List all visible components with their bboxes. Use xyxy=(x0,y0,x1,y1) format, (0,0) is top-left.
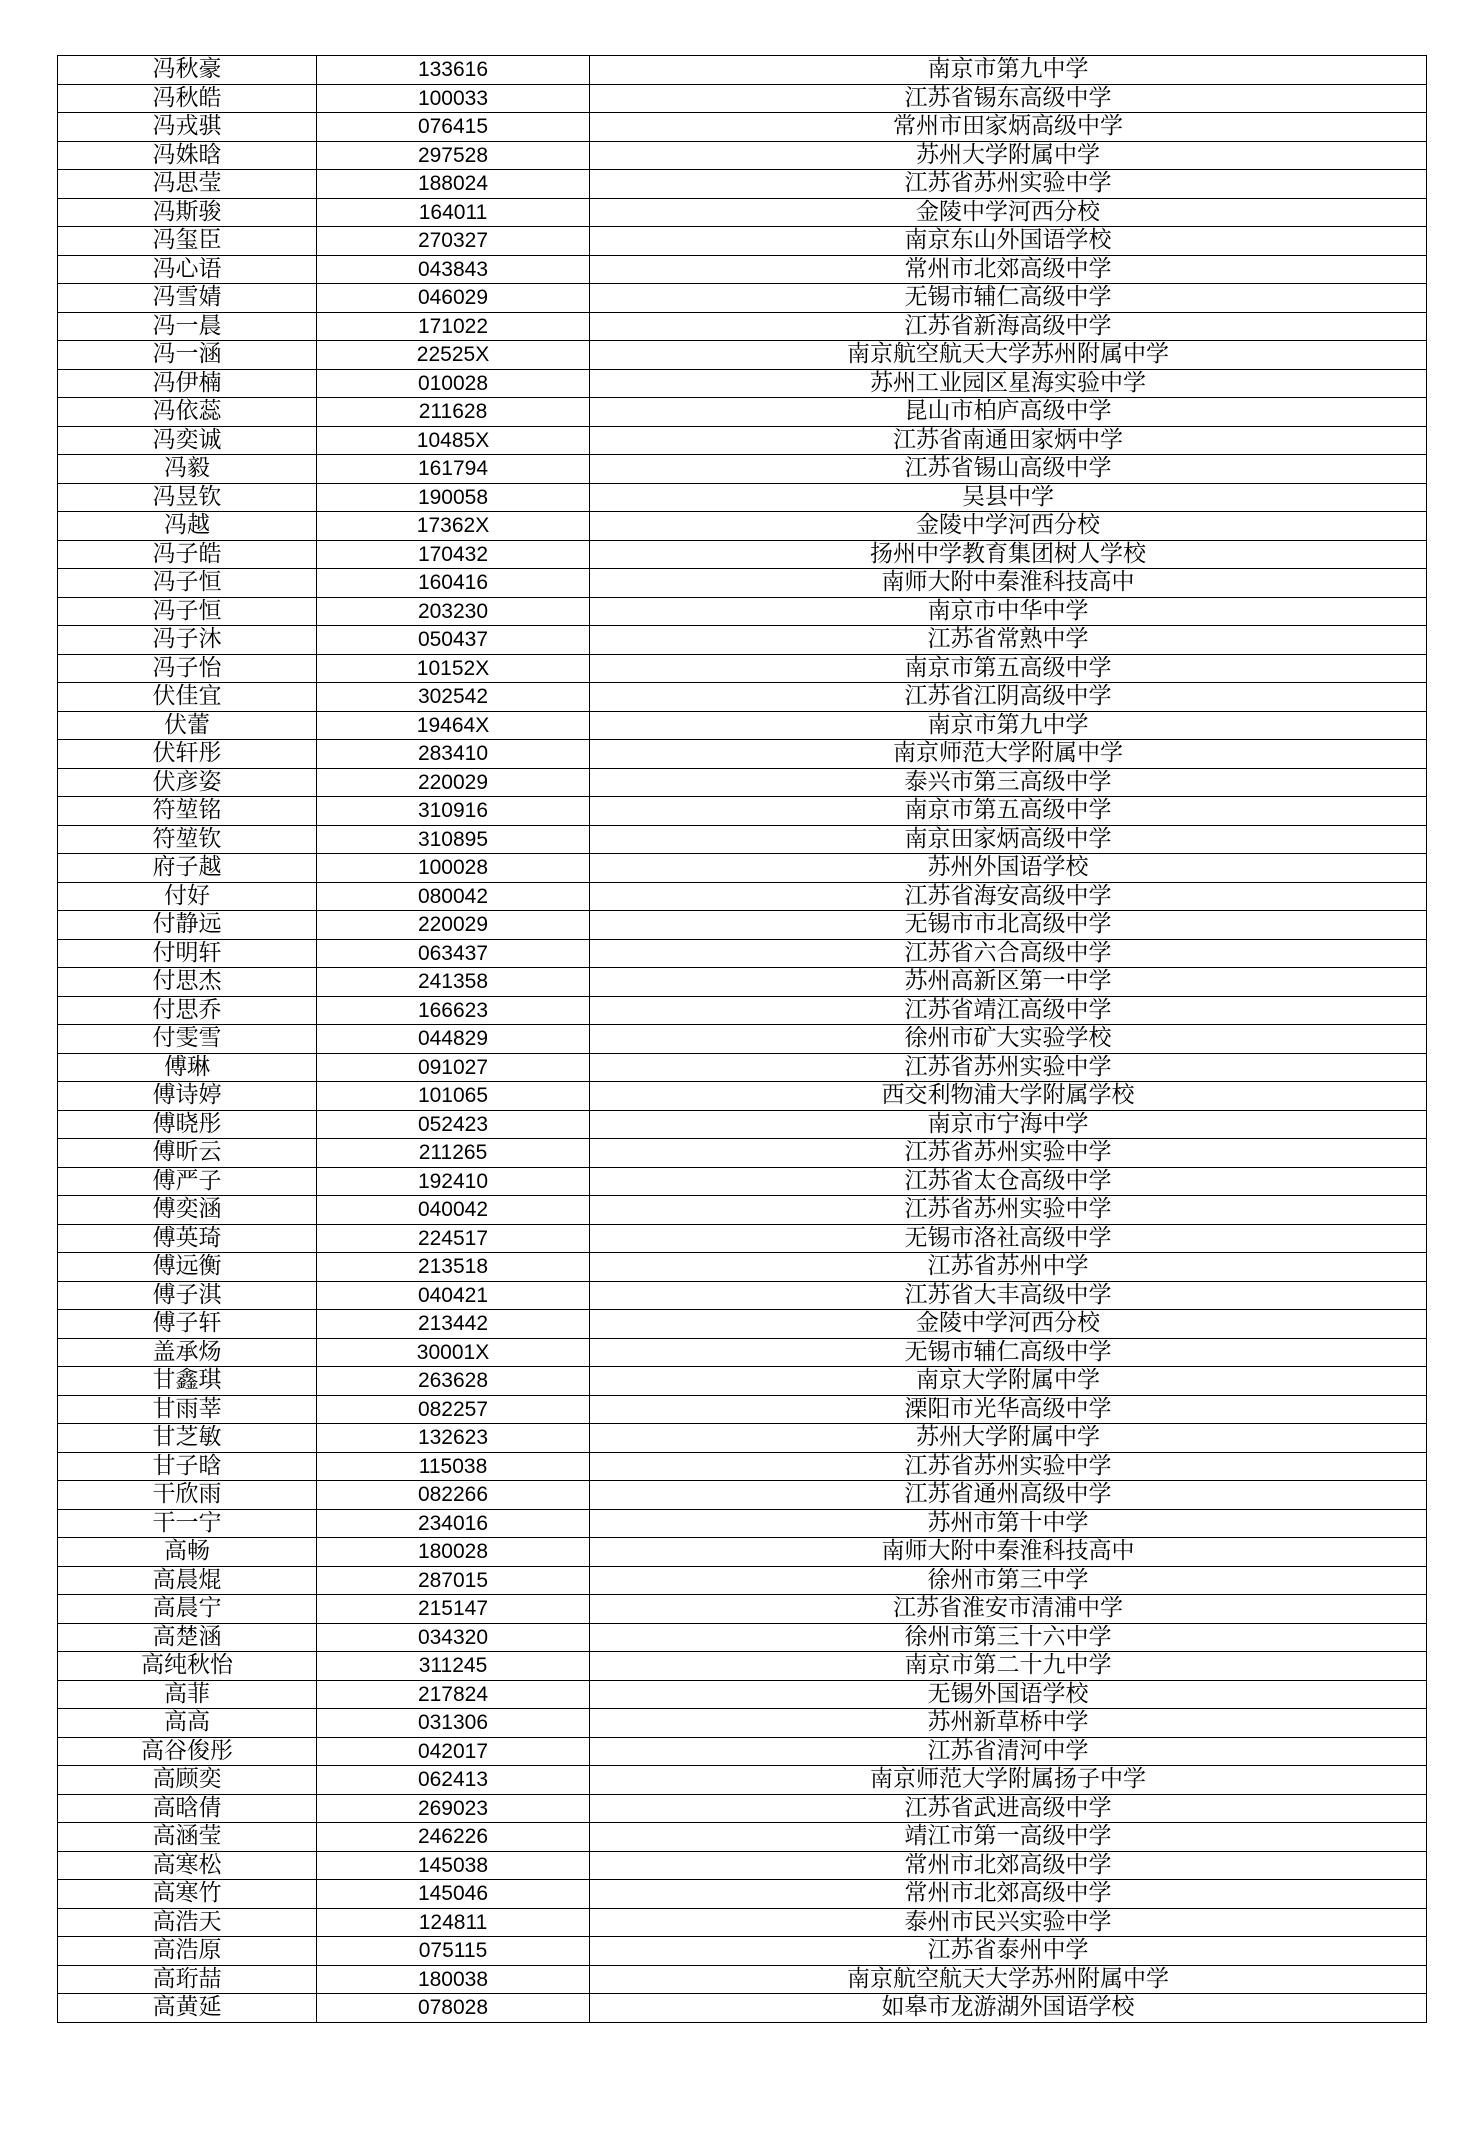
student-id-cell: 034320 xyxy=(317,1623,590,1652)
student-name-cell: 冯斯骏 xyxy=(58,198,317,227)
student-name-cell: 甘子晗 xyxy=(58,1452,317,1481)
student-name-cell: 冯子怡 xyxy=(58,654,317,683)
table-row xyxy=(58,825,1427,854)
table-row xyxy=(58,1737,1427,1766)
student-id-cell: 164011 xyxy=(317,198,590,227)
school-name-cell: 南京师范大学附属中学 xyxy=(590,740,1427,769)
student-name-cell: 盖承炀 xyxy=(58,1338,317,1367)
student-name-cell: 傅晓彤 xyxy=(58,1110,317,1139)
student-id-cell: 10485X xyxy=(317,426,590,455)
school-name-cell: 金陵中学河西分校 xyxy=(590,198,1427,227)
table-row xyxy=(58,84,1427,113)
student-id-cell: 124811 xyxy=(317,1908,590,1937)
student-name-cell: 符堃钦 xyxy=(58,825,317,854)
school-name-cell: 南京市宁海中学 xyxy=(590,1110,1427,1139)
student-name-cell: 傅昕云 xyxy=(58,1139,317,1168)
table-row xyxy=(58,1509,1427,1538)
student-name-cell: 冯毅 xyxy=(58,455,317,484)
student-id-cell: 044829 xyxy=(317,1025,590,1054)
school-name-cell: 无锡外国语学校 xyxy=(590,1680,1427,1709)
table-row xyxy=(58,597,1427,626)
student-name-cell: 傅远衡 xyxy=(58,1253,317,1282)
school-name-cell: 南京东山外国语学校 xyxy=(590,227,1427,256)
table-row xyxy=(58,1794,1427,1823)
student-name-cell: 冯姝晗 xyxy=(58,141,317,170)
student-name-cell: 冯一涵 xyxy=(58,341,317,370)
school-name-cell: 江苏省武进高级中学 xyxy=(590,1794,1427,1823)
student-name-cell: 高浩天 xyxy=(58,1908,317,1937)
table-row xyxy=(58,882,1427,911)
student-name-cell: 冯一晨 xyxy=(58,312,317,341)
school-name-cell: 南京市第九中学 xyxy=(590,711,1427,740)
school-name-cell: 西交利物浦大学附属学校 xyxy=(590,1082,1427,1111)
school-name-cell: 扬州中学教育集团树人学校 xyxy=(590,540,1427,569)
table-row xyxy=(58,654,1427,683)
student-id-cell: 133616 xyxy=(317,56,590,85)
table-row xyxy=(58,1851,1427,1880)
student-name-cell: 傅子淇 xyxy=(58,1281,317,1310)
table-row xyxy=(58,569,1427,598)
student-name-cell: 高菲 xyxy=(58,1680,317,1709)
roster-table xyxy=(57,55,1427,2023)
table-row xyxy=(58,854,1427,883)
student-name-cell: 付明轩 xyxy=(58,939,317,968)
student-name-cell: 高纯秋怡 xyxy=(58,1652,317,1681)
school-name-cell: 南师大附中秦淮科技高中 xyxy=(590,1538,1427,1567)
school-name-cell: 泰州市民兴实验中学 xyxy=(590,1908,1427,1937)
student-id-cell: 063437 xyxy=(317,939,590,968)
student-name-cell: 高晗倩 xyxy=(58,1794,317,1823)
table-row xyxy=(58,1253,1427,1282)
table-row xyxy=(58,1082,1427,1111)
school-name-cell: 苏州工业园区星海实验中学 xyxy=(590,369,1427,398)
student-name-cell: 冯伊楠 xyxy=(58,369,317,398)
student-name-cell: 甘鑫琪 xyxy=(58,1367,317,1396)
table-row xyxy=(58,56,1427,85)
table-row xyxy=(58,426,1427,455)
student-id-cell: 101065 xyxy=(317,1082,590,1111)
table-row xyxy=(58,1766,1427,1795)
roster-table-body xyxy=(58,56,1427,2023)
school-name-cell: 江苏省清河中学 xyxy=(590,1737,1427,1766)
table-row xyxy=(58,141,1427,170)
school-name-cell: 无锡市辅仁高级中学 xyxy=(590,284,1427,313)
table-row xyxy=(58,398,1427,427)
student-id-cell: 075115 xyxy=(317,1937,590,1966)
school-name-cell: 常州市北郊高级中学 xyxy=(590,255,1427,284)
school-name-cell: 苏州市第十中学 xyxy=(590,1509,1427,1538)
table-row xyxy=(58,1338,1427,1367)
student-id-cell: 166623 xyxy=(317,996,590,1025)
student-id-cell: 161794 xyxy=(317,455,590,484)
table-row xyxy=(58,1395,1427,1424)
student-name-cell: 干一宁 xyxy=(58,1509,317,1538)
student-id-cell: 145038 xyxy=(317,1851,590,1880)
school-name-cell: 江苏省靖江高级中学 xyxy=(590,996,1427,1025)
table-row xyxy=(58,1680,1427,1709)
student-name-cell: 伏轩彤 xyxy=(58,740,317,769)
table-row xyxy=(58,170,1427,199)
school-name-cell: 江苏省锡东高级中学 xyxy=(590,84,1427,113)
school-name-cell: 溧阳市光华高级中学 xyxy=(590,1395,1427,1424)
student-id-cell: 269023 xyxy=(317,1794,590,1823)
table-row xyxy=(58,1908,1427,1937)
student-name-cell: 付好 xyxy=(58,882,317,911)
table-row xyxy=(58,1823,1427,1852)
student-name-cell: 傅严子 xyxy=(58,1167,317,1196)
student-name-cell: 高谷俊彤 xyxy=(58,1737,317,1766)
school-name-cell: 南京市第五高级中学 xyxy=(590,654,1427,683)
table-row xyxy=(58,483,1427,512)
student-id-cell: 046029 xyxy=(317,284,590,313)
school-name-cell: 无锡市市北高级中学 xyxy=(590,911,1427,940)
table-row xyxy=(58,1452,1427,1481)
school-name-cell: 吴县中学 xyxy=(590,483,1427,512)
table-row xyxy=(58,255,1427,284)
student-name-cell: 冯心语 xyxy=(58,255,317,284)
table-row xyxy=(58,996,1427,1025)
student-id-cell: 043843 xyxy=(317,255,590,284)
student-id-cell: 213442 xyxy=(317,1310,590,1339)
student-name-cell: 冯昱钦 xyxy=(58,483,317,512)
school-name-cell: 南京航空航天大学苏州附属中学 xyxy=(590,341,1427,370)
table-row xyxy=(58,1994,1427,2023)
student-id-cell: 082257 xyxy=(317,1395,590,1424)
student-id-cell: 132623 xyxy=(317,1424,590,1453)
student-name-cell: 冯雪婧 xyxy=(58,284,317,313)
school-name-cell: 如皋市龙游湖外国语学校 xyxy=(590,1994,1427,2023)
student-id-cell: 040042 xyxy=(317,1196,590,1225)
school-name-cell: 江苏省苏州实验中学 xyxy=(590,1196,1427,1225)
school-name-cell: 江苏省六合高级中学 xyxy=(590,939,1427,968)
student-id-cell: 145046 xyxy=(317,1880,590,1909)
student-name-cell: 高寒松 xyxy=(58,1851,317,1880)
school-name-cell: 江苏省苏州实验中学 xyxy=(590,170,1427,199)
school-name-cell: 徐州市第三中学 xyxy=(590,1566,1427,1595)
school-name-cell: 南师大附中秦淮科技高中 xyxy=(590,569,1427,598)
student-name-cell: 高顾奕 xyxy=(58,1766,317,1795)
table-row xyxy=(58,312,1427,341)
student-id-cell: 220029 xyxy=(317,911,590,940)
school-name-cell: 靖江市第一高级中学 xyxy=(590,1823,1427,1852)
table-row xyxy=(58,1566,1427,1595)
student-name-cell: 冯子恒 xyxy=(58,569,317,598)
student-name-cell: 冯思莹 xyxy=(58,170,317,199)
student-id-cell: 302542 xyxy=(317,683,590,712)
school-name-cell: 江苏省太仓高级中学 xyxy=(590,1167,1427,1196)
school-name-cell: 徐州市矿大实验学校 xyxy=(590,1025,1427,1054)
student-id-cell: 270327 xyxy=(317,227,590,256)
table-row xyxy=(58,1709,1427,1738)
student-id-cell: 211628 xyxy=(317,398,590,427)
student-id-cell: 078028 xyxy=(317,1994,590,2023)
student-id-cell: 310916 xyxy=(317,797,590,826)
table-row xyxy=(58,1538,1427,1567)
table-row xyxy=(58,1595,1427,1624)
table-row xyxy=(58,198,1427,227)
student-id-cell: 042017 xyxy=(317,1737,590,1766)
school-name-cell: 江苏省江阴高级中学 xyxy=(590,683,1427,712)
student-name-cell: 傅奕涵 xyxy=(58,1196,317,1225)
school-name-cell: 苏州外国语学校 xyxy=(590,854,1427,883)
student-name-cell: 傅英琦 xyxy=(58,1224,317,1253)
student-id-cell: 283410 xyxy=(317,740,590,769)
student-id-cell: 241358 xyxy=(317,968,590,997)
school-name-cell: 无锡市洛社高级中学 xyxy=(590,1224,1427,1253)
school-name-cell: 苏州新草桥中学 xyxy=(590,1709,1427,1738)
table-row xyxy=(58,455,1427,484)
student-name-cell: 冯子皓 xyxy=(58,540,317,569)
school-name-cell: 江苏省淮安市清浦中学 xyxy=(590,1595,1427,1624)
school-name-cell: 泰兴市第三高级中学 xyxy=(590,768,1427,797)
table-row xyxy=(58,1965,1427,1994)
table-row xyxy=(58,227,1427,256)
student-id-cell: 180028 xyxy=(317,1538,590,1567)
student-id-cell: 297528 xyxy=(317,141,590,170)
table-row xyxy=(58,1110,1427,1139)
school-name-cell: 金陵中学河西分校 xyxy=(590,1310,1427,1339)
table-row xyxy=(58,711,1427,740)
student-id-cell: 080042 xyxy=(317,882,590,911)
table-row xyxy=(58,1053,1427,1082)
student-id-cell: 213518 xyxy=(317,1253,590,1282)
student-id-cell: 287015 xyxy=(317,1566,590,1595)
student-id-cell: 246226 xyxy=(317,1823,590,1852)
student-id-cell: 082266 xyxy=(317,1481,590,1510)
student-name-cell: 冯秋豪 xyxy=(58,56,317,85)
student-name-cell: 甘芝敏 xyxy=(58,1424,317,1453)
student-name-cell: 冯奕诚 xyxy=(58,426,317,455)
student-id-cell: 263628 xyxy=(317,1367,590,1396)
school-name-cell: 江苏省南通田家炳中学 xyxy=(590,426,1427,455)
table-row xyxy=(58,911,1427,940)
student-name-cell: 干欣雨 xyxy=(58,1481,317,1510)
table-row xyxy=(58,540,1427,569)
table-row xyxy=(58,797,1427,826)
student-id-cell: 076415 xyxy=(317,113,590,142)
student-name-cell: 傅子轩 xyxy=(58,1310,317,1339)
student-name-cell: 傅诗婷 xyxy=(58,1082,317,1111)
student-id-cell: 215147 xyxy=(317,1595,590,1624)
table-row xyxy=(58,1196,1427,1225)
student-id-cell: 17362X xyxy=(317,512,590,541)
table-row xyxy=(58,1139,1427,1168)
student-id-cell: 031306 xyxy=(317,1709,590,1738)
student-id-cell: 203230 xyxy=(317,597,590,626)
school-name-cell: 南京航空航天大学苏州附属中学 xyxy=(590,1965,1427,1994)
student-name-cell: 付静远 xyxy=(58,911,317,940)
school-name-cell: 苏州大学附属中学 xyxy=(590,141,1427,170)
table-row xyxy=(58,113,1427,142)
school-name-cell: 南京市第五高级中学 xyxy=(590,797,1427,826)
student-id-cell: 188024 xyxy=(317,170,590,199)
table-row xyxy=(58,1367,1427,1396)
student-id-cell: 19464X xyxy=(317,711,590,740)
student-name-cell: 付思杰 xyxy=(58,968,317,997)
student-name-cell: 冯玺臣 xyxy=(58,227,317,256)
student-name-cell: 高畅 xyxy=(58,1538,317,1567)
table-row xyxy=(58,284,1427,313)
student-id-cell: 050437 xyxy=(317,626,590,655)
student-name-cell: 高涵莹 xyxy=(58,1823,317,1852)
school-name-cell: 江苏省苏州实验中学 xyxy=(590,1139,1427,1168)
student-name-cell: 伏彦姿 xyxy=(58,768,317,797)
student-name-cell: 高楚涵 xyxy=(58,1623,317,1652)
school-name-cell: 江苏省苏州实验中学 xyxy=(590,1053,1427,1082)
student-name-cell: 伏蕾 xyxy=(58,711,317,740)
school-name-cell: 昆山市柏庐高级中学 xyxy=(590,398,1427,427)
school-name-cell: 江苏省泰州中学 xyxy=(590,1937,1427,1966)
table-row xyxy=(58,369,1427,398)
student-name-cell: 冯戎骐 xyxy=(58,113,317,142)
student-id-cell: 310895 xyxy=(317,825,590,854)
student-name-cell: 高晨宁 xyxy=(58,1595,317,1624)
student-id-cell: 22525X xyxy=(317,341,590,370)
table-row xyxy=(58,1224,1427,1253)
student-id-cell: 062413 xyxy=(317,1766,590,1795)
school-name-cell: 南京市第九中学 xyxy=(590,56,1427,85)
school-name-cell: 苏州高新区第一中学 xyxy=(590,968,1427,997)
table-row xyxy=(58,1281,1427,1310)
school-name-cell: 江苏省新海高级中学 xyxy=(590,312,1427,341)
school-name-cell: 江苏省锡山高级中学 xyxy=(590,455,1427,484)
student-name-cell: 付思乔 xyxy=(58,996,317,1025)
student-id-cell: 170432 xyxy=(317,540,590,569)
student-id-cell: 192410 xyxy=(317,1167,590,1196)
student-name-cell: 高黄延 xyxy=(58,1994,317,2023)
school-name-cell: 江苏省通州高级中学 xyxy=(590,1481,1427,1510)
table-row xyxy=(58,1481,1427,1510)
school-name-cell: 江苏省苏州实验中学 xyxy=(590,1452,1427,1481)
student-name-cell: 冯依蕊 xyxy=(58,398,317,427)
table-row xyxy=(58,939,1427,968)
student-name-cell: 冯子恒 xyxy=(58,597,317,626)
student-id-cell: 171022 xyxy=(317,312,590,341)
student-id-cell: 160416 xyxy=(317,569,590,598)
student-id-cell: 224517 xyxy=(317,1224,590,1253)
table-row xyxy=(58,968,1427,997)
student-name-cell: 冯秋皓 xyxy=(58,84,317,113)
student-id-cell: 052423 xyxy=(317,1110,590,1139)
table-row xyxy=(58,1937,1427,1966)
student-id-cell: 10152X xyxy=(317,654,590,683)
school-name-cell: 常州市北郊高级中学 xyxy=(590,1851,1427,1880)
table-row xyxy=(58,512,1427,541)
student-id-cell: 115038 xyxy=(317,1452,590,1481)
student-id-cell: 30001X xyxy=(317,1338,590,1367)
student-name-cell: 高高 xyxy=(58,1709,317,1738)
school-name-cell: 南京田家炳高级中学 xyxy=(590,825,1427,854)
table-row xyxy=(58,1025,1427,1054)
student-name-cell: 高晨焜 xyxy=(58,1566,317,1595)
student-name-cell: 甘雨莘 xyxy=(58,1395,317,1424)
student-name-cell: 符堃铭 xyxy=(58,797,317,826)
student-id-cell: 311245 xyxy=(317,1652,590,1681)
student-id-cell: 040421 xyxy=(317,1281,590,1310)
table-row xyxy=(58,1424,1427,1453)
school-name-cell: 南京大学附属中学 xyxy=(590,1367,1427,1396)
student-id-cell: 211265 xyxy=(317,1139,590,1168)
table-row xyxy=(58,1310,1427,1339)
table-row xyxy=(58,768,1427,797)
school-name-cell: 南京师范大学附属扬子中学 xyxy=(590,1766,1427,1795)
table-row xyxy=(58,341,1427,370)
school-name-cell: 江苏省常熟中学 xyxy=(590,626,1427,655)
student-name-cell: 高浩原 xyxy=(58,1937,317,1966)
table-row xyxy=(58,1880,1427,1909)
student-id-cell: 100028 xyxy=(317,854,590,883)
student-name-cell: 府子越 xyxy=(58,854,317,883)
school-name-cell: 苏州大学附属中学 xyxy=(590,1424,1427,1453)
school-name-cell: 无锡市辅仁高级中学 xyxy=(590,1338,1427,1367)
student-id-cell: 190058 xyxy=(317,483,590,512)
table-row xyxy=(58,1652,1427,1681)
student-name-cell: 伏佳宜 xyxy=(58,683,317,712)
student-id-cell: 091027 xyxy=(317,1053,590,1082)
student-name-cell: 冯子沐 xyxy=(58,626,317,655)
school-name-cell: 徐州市第三十六中学 xyxy=(590,1623,1427,1652)
student-name-cell: 傅琳 xyxy=(58,1053,317,1082)
student-id-cell: 180038 xyxy=(317,1965,590,1994)
student-name-cell: 付雯雪 xyxy=(58,1025,317,1054)
student-id-cell: 220029 xyxy=(317,768,590,797)
school-name-cell: 江苏省海安高级中学 xyxy=(590,882,1427,911)
table-row xyxy=(58,1167,1427,1196)
school-name-cell: 金陵中学河西分校 xyxy=(590,512,1427,541)
school-name-cell: 常州市田家炳高级中学 xyxy=(590,113,1427,142)
student-name-cell: 冯越 xyxy=(58,512,317,541)
table-row xyxy=(58,626,1427,655)
school-name-cell: 南京市中华中学 xyxy=(590,597,1427,626)
student-id-cell: 010028 xyxy=(317,369,590,398)
student-id-cell: 234016 xyxy=(317,1509,590,1538)
table-row xyxy=(58,740,1427,769)
school-name-cell: 江苏省苏州中学 xyxy=(590,1253,1427,1282)
table-row xyxy=(58,1623,1427,1652)
student-name-cell: 高珩喆 xyxy=(58,1965,317,1994)
student-name-cell: 高寒竹 xyxy=(58,1880,317,1909)
school-name-cell: 常州市北郊高级中学 xyxy=(590,1880,1427,1909)
school-name-cell: 江苏省大丰高级中学 xyxy=(590,1281,1427,1310)
school-name-cell: 南京市第二十九中学 xyxy=(590,1652,1427,1681)
table-row xyxy=(58,683,1427,712)
student-id-cell: 217824 xyxy=(317,1680,590,1709)
student-id-cell: 100033 xyxy=(317,84,590,113)
